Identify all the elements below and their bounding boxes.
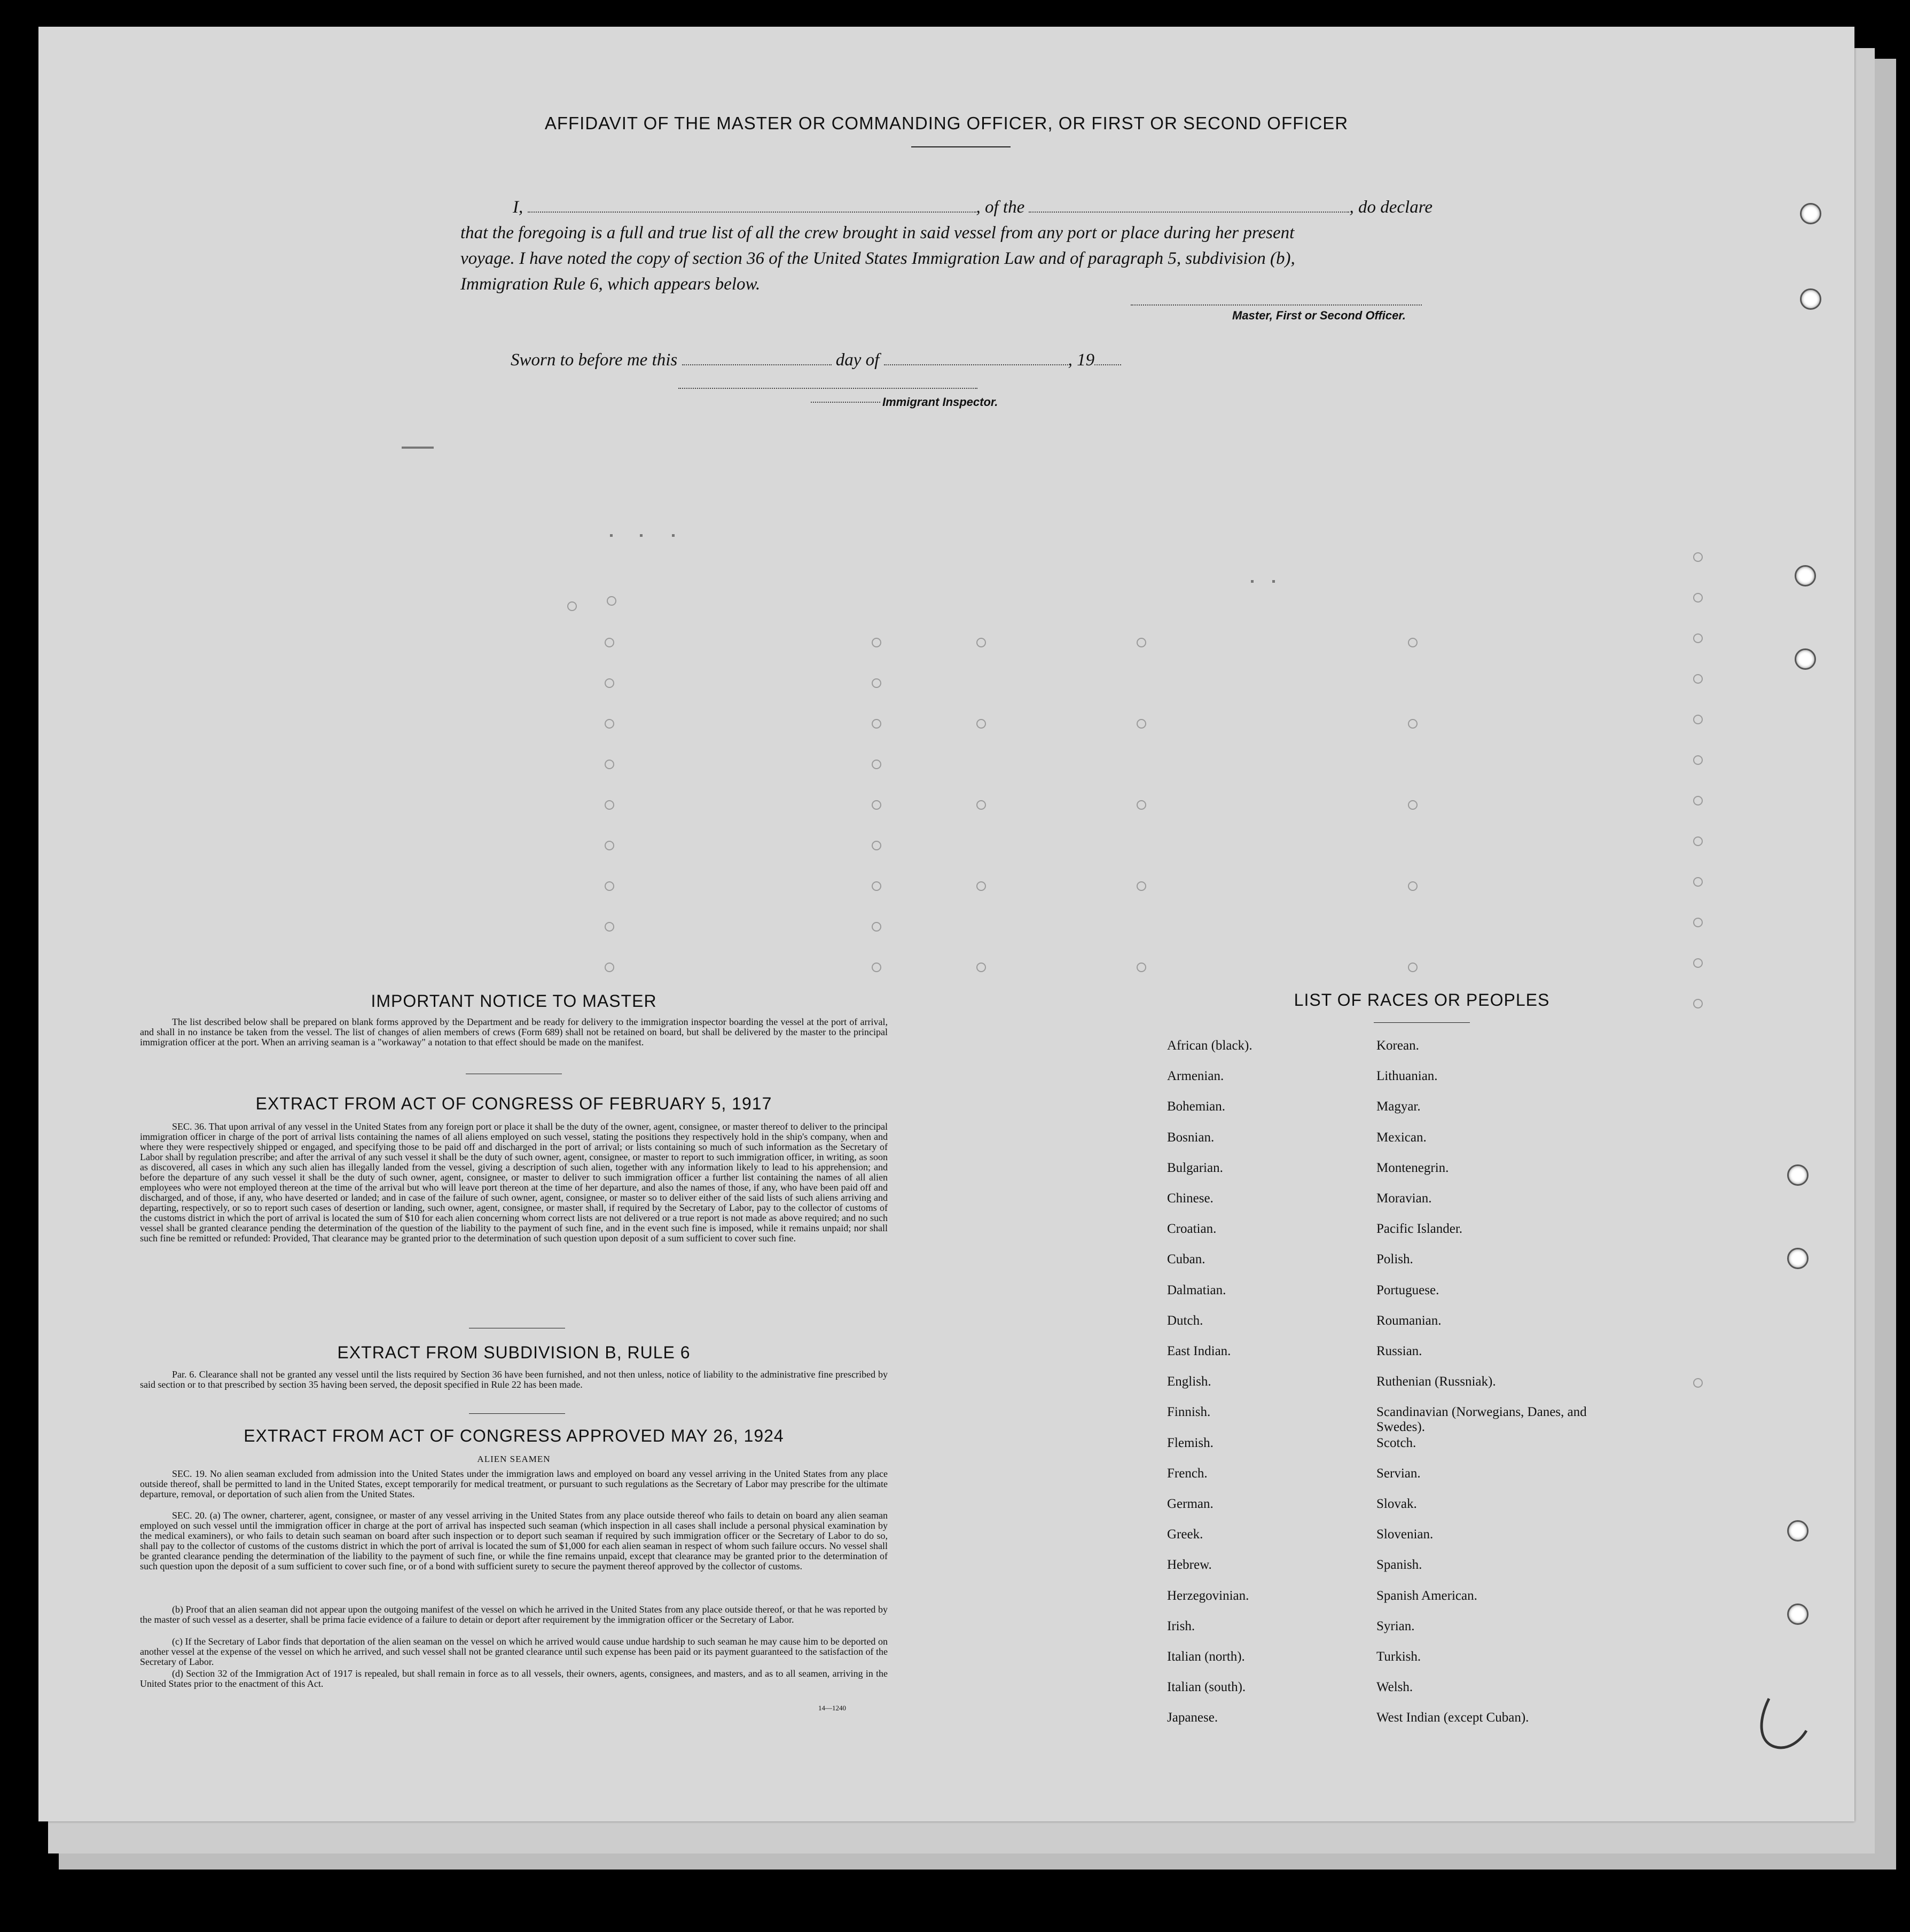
race-item: German. (1167, 1497, 1214, 1511)
form-number: 14—1240 (818, 1704, 846, 1712)
race-item: Irish. (1167, 1618, 1195, 1633)
sec20a-text: SEC. 20. (a) The owner, charterer, agent, consignee, or master of any vessel arriving in the United States from any place outside thereof who fails to detain on board any alien seaman employed on such vessel until the immigration officer in charge at the port of arrival has inspected such seaman (which inspection in all cases shall include a personal physical examination by the medical examiners), or who fails to detain such seaman on board after such inspection or to deport such seaman if required by such immigration officer or the Secretary of Labor to do so, shall pay to the collector of customs of the customs district in which the port of arrival is located the sum of $1,000 for each alien seaman in respect of whom such failure occurs. No vessel shall be granted clearance pending the determination of the liability to the payment of such fine, or while the fine remains unpaid, except that clearance may be granted prior to the determination of such question upon the deposit of a sum sufficient to cover such fine, or of a bond with sufficient surety to secure the payment thereof approved by the collector of customs. (140, 1510, 888, 1571)
dot-mark (1272, 580, 1275, 583)
notice-text: The list described below shall be prepared on blank forms approved by the Department and be ready for delivery to the immigration inspector boarding the vessel at the port of arrival, and shall in no instance be taken from the vessel. The list of changes of alien members of crews (Form 689) shall not be retained on board, but shall be delivered by the master to the principal immigration officer at the port. When an arriving seaman is a "workaway" a notation to that effect should be made on the manifest. (140, 1016, 888, 1047)
punch-hole (1795, 565, 1816, 586)
bleed-mark (1693, 633, 1703, 643)
bleed-mark (1693, 958, 1703, 968)
pen-mark (402, 447, 434, 449)
bleed-mark (605, 800, 614, 810)
race-item: Spanish American. (1376, 1588, 1477, 1603)
bleed-mark (1693, 552, 1703, 562)
race-item: Lithuanian. (1376, 1069, 1438, 1084)
race-item: Croatian. (1167, 1222, 1217, 1237)
bleed-mark (872, 841, 881, 850)
bleed-mark (1408, 963, 1418, 972)
bleed-mark (1693, 715, 1703, 724)
dot-mark (640, 534, 643, 537)
race-item: Finnish. (1167, 1405, 1211, 1420)
race-item: Magyar. (1376, 1099, 1421, 1114)
race-item: Pacific Islander. (1376, 1222, 1463, 1237)
title-rule (911, 146, 1011, 147)
race-item: Armenian. (1167, 1069, 1224, 1084)
extract-1924-title: EXTRACT FROM ACT OF CONGRESS APPROVED MAY 26, 1924 (244, 1426, 784, 1445)
inspector-dots (811, 402, 880, 403)
inspector-caption: Immigrant Inspector. (882, 395, 998, 409)
bleed-mark (1408, 719, 1418, 729)
name-field[interactable] (528, 197, 976, 213)
bleed-mark (607, 596, 616, 606)
race-item: Chinese. (1167, 1191, 1214, 1206)
race-item: Syrian. (1376, 1618, 1415, 1633)
race-item: Scotch. (1376, 1435, 1416, 1450)
race-item: Ruthenian (Russniak). (1376, 1374, 1496, 1389)
rule6-title: EXTRACT FROM SUBDIVISION B, RULE 6 (337, 1343, 691, 1362)
bleed-mark (567, 601, 577, 611)
race-item: Montenegrin. (1376, 1160, 1449, 1175)
race-item: Spanish. (1376, 1558, 1422, 1573)
race-item: Turkish. (1376, 1649, 1421, 1664)
do-declare-label: , do declare (1349, 198, 1432, 217)
bleed-mark (605, 922, 614, 932)
bleed-mark (1693, 836, 1703, 846)
alien-seamen-subtitle: ALIEN SEAMEN (477, 1454, 551, 1464)
punch-hole (1787, 1604, 1809, 1625)
i-label: I, (513, 198, 523, 217)
manifest-page (38, 27, 1854, 1821)
bleed-mark (976, 800, 986, 810)
master-signature-line[interactable] (1131, 304, 1422, 306)
race-item: Servian. (1376, 1466, 1421, 1481)
vessel-field[interactable] (1029, 197, 1349, 213)
affidavit-line1 (513, 194, 1512, 220)
bleed-mark (1693, 593, 1703, 603)
affidavit-title: AFFIDAVIT OF THE MASTER OR COMMANDING OFFICER, OR FIRST OR SECOND OFFICER (544, 113, 1349, 133)
extract-1917-text: SEC. 36. That upon arrival of any vessel in the United States from any foreign port or place it shall be the duty of the owner, agent, consignee, or master thereof to deliver to the principal immigration officer in charge of the port of arrival lists containing the names of all aliens employed on such vessel, stating the positions they respectively hold in the ship's company, when and where they were respectively shipped or engaged, and specifying those to be paid off and discharged in the port of arrival; or lists containing so much of such information as the Secretary of Labor shall by regulation prescribe; and after the arrival of any such vessel it shall be the duty of such owner, agent, consignee, or master to report to such immigration officer, in writing, as soon as discovered, all cases in which any such alien has illegally landed from the vessel, giving a description of such alien, together with any information likely to lead to his apprehension; and before the departure of any such vessel it shall be the duty of such owner, agent, consignee, or master to deliver to such immigration officer a further list containing the names of all alien employees who were not employed thereon at the time of the arrival but who will leave port thereon at the time of her departure, and also the names of those, if any, who have been paid off and discharged, and of those, if any, who have deserted or landed; and in case of the failure of such owner, agent, consignee, or master so to deliver either of the said lists of such aliens arriving and departing, respectively, or so to report such cases of desertion or landing, such owner, agent, consignee, or master shall, if required by the Secretary of Labor, pay to the collector of customs of the customs district in which the port of arrival is located the sum of $10 for each alien concerning whom correct lists are not delivered or a true report is not made as above required; and no such vessel shall be granted clearance pending the determination of the question of the liability to the payment of such fine, and in the event such fine is imposed, while it remains unpaid; nor shall such fine be remitted or refunded: Provided, That clearance may be granted prior to the determination of such question upon deposit of a sum sufficient to cover such fine. (140, 1121, 888, 1243)
bleed-mark (605, 963, 614, 972)
bleed-mark (1693, 755, 1703, 765)
affidavit-line4: Immigration Rule 6, which appears below. (460, 275, 761, 294)
bleed-mark (605, 881, 614, 891)
dot-mark (1251, 580, 1254, 583)
affidavit-line3: voyage. I have noted the copy of section 36 of the United States Immigration Law and of paragraph 5, subdivision (b), (460, 249, 1295, 268)
race-item: Polish. (1376, 1252, 1413, 1267)
bleed-mark (872, 800, 881, 810)
bleed-mark (1137, 963, 1146, 972)
bleed-mark (1693, 674, 1703, 684)
rule6-text: Par. 6. Clearance shall not be granted any vessel until the lists required by Section 36 have been furnished, and not then unless, notice of liability to the administrative fine prescribed by said section or to that prescribed by section 35 having been served, the deposit specified in Rule 22 has been made. (140, 1369, 888, 1390)
race-item: Welsh. (1376, 1680, 1413, 1695)
extract-1917-title: EXTRACT FROM ACT OF CONGRESS OF FEBRUARY 5, 1917 (255, 1094, 772, 1113)
month-field[interactable] (884, 349, 1068, 365)
affidavit-line2: that the foregoing is a full and true list of all the crew brought in said vessel from any port or place during her present (460, 223, 1295, 243)
race-item: Japanese. (1167, 1710, 1218, 1725)
sec20b-text: (b) Proof that an alien seaman did not appear upon the outgoing manifest of the vessel on which he arrived in the United States from any place outside thereof, or that he was reported by the master of such vessel as a deserter, shall be prima facie evidence of a failure to detain or deport after requirement by the immigration officer or the Secretary of Labor. (140, 1604, 888, 1625)
bleed-mark (872, 719, 881, 729)
races-rule (1374, 1022, 1470, 1023)
bleed-mark (872, 760, 881, 769)
day-of-label: day of (835, 350, 880, 370)
punch-hole (1795, 648, 1816, 670)
race-item: Slovak. (1376, 1497, 1417, 1511)
bleed-mark (872, 963, 881, 972)
race-item: Herzegovinian. (1167, 1588, 1249, 1603)
race-item: Bohemian. (1167, 1099, 1226, 1114)
race-item: Dalmatian. (1167, 1282, 1226, 1297)
punch-hole (1787, 1520, 1809, 1542)
bleed-mark (1408, 800, 1418, 810)
bleed-mark (1693, 918, 1703, 927)
bleed-mark (605, 678, 614, 688)
bleed-mark (605, 841, 614, 850)
bleed-mark (1693, 877, 1703, 887)
bleed-mark (872, 638, 881, 647)
sec20d-text: (d) Section 32 of the Immigration Act of 1917 is repealed, but shall remain in force as to all vessels, their owners, agents, consignees, and masters, and as to all seamen, arriving in the United States prior to the enactment of this Act. (140, 1668, 888, 1689)
sworn-label: Sworn to before me this (511, 350, 678, 370)
race-item: English. (1167, 1374, 1211, 1389)
races-right-column (1376, 1038, 1606, 1754)
race-item: East Indian. (1167, 1344, 1231, 1358)
punch-hole (1787, 1248, 1809, 1269)
notice-title: IMPORTANT NOTICE TO MASTER (371, 991, 657, 1011)
bleed-mark (1137, 638, 1146, 647)
races-left-column (1167, 1038, 1370, 1754)
race-item: Flemish. (1167, 1435, 1214, 1450)
bleed-mark (872, 922, 881, 932)
sworn-line (511, 347, 1121, 373)
race-item: Korean. (1376, 1038, 1419, 1053)
race-item: Mexican. (1376, 1130, 1427, 1145)
race-item: Italian (south). (1167, 1680, 1246, 1695)
race-item: Hebrew. (1167, 1558, 1212, 1573)
punch-hole (1787, 1164, 1809, 1186)
race-item: Greek. (1167, 1527, 1203, 1542)
race-item: Italian (north). (1167, 1649, 1245, 1664)
punch-hole (1800, 288, 1821, 310)
bleed-mark (976, 638, 986, 647)
race-item: Bulgarian. (1167, 1160, 1223, 1175)
race-item: West Indian (except Cuban). (1376, 1710, 1529, 1725)
punch-hole (1800, 203, 1821, 224)
race-item: Moravian. (1376, 1191, 1432, 1206)
bleed-mark (1693, 796, 1703, 805)
race-item: Scandinavian (Norwegians, Danes, and Swedes). (1376, 1405, 1587, 1435)
day-field[interactable] (682, 349, 832, 365)
bleed-mark (976, 719, 986, 729)
bleed-mark (976, 881, 986, 891)
race-item: Portuguese. (1376, 1282, 1439, 1297)
races-title: LIST OF RACES OR PEOPLES (1294, 990, 1550, 1010)
bleed-mark (605, 638, 614, 647)
race-item: Russian. (1376, 1344, 1422, 1358)
race-item: Cuban. (1167, 1252, 1206, 1267)
race-item: Dutch. (1167, 1313, 1203, 1328)
dot-mark (672, 534, 675, 537)
bleed-mark (1408, 638, 1418, 647)
of-the-label: , of the (976, 198, 1025, 217)
race-item: Roumanian. (1376, 1313, 1442, 1328)
bleed-mark (872, 678, 881, 688)
bleed-mark (976, 963, 986, 972)
sec20c-text: (c) If the Secretary of Labor finds that deportation of the alien seaman on the vessel on which he arrived would cause undue hardship to such seaman he may cause him to be deported on another vessel at the expense of the vessel on which he arrived, and such vessel shall not be granted clearance until such expense has been paid or its payment guaranteed to the satisfaction of the Secretary of Labor. (140, 1636, 888, 1667)
bleed-mark (1693, 1378, 1703, 1388)
bleed-mark (605, 760, 614, 769)
bleed-mark (1137, 719, 1146, 729)
race-item: Slovenian. (1376, 1527, 1434, 1542)
year-field[interactable] (1094, 349, 1121, 365)
race-item: French. (1167, 1466, 1208, 1481)
inspector-signature-line[interactable] (678, 388, 977, 389)
bleed-mark (872, 881, 881, 891)
handwritten-check-mark (1737, 1688, 1812, 1763)
master-caption: Master, First or Second Officer. (1232, 309, 1406, 322)
dot-mark (610, 534, 613, 537)
bleed-mark (1693, 999, 1703, 1008)
race-item: Bosnian. (1167, 1130, 1215, 1145)
rule6-rule (469, 1413, 565, 1414)
bleed-mark (1137, 800, 1146, 810)
bleed-mark (1137, 881, 1146, 891)
sec19-text: SEC. 19. No alien seaman excluded from admission into the United States under the immigration laws and employed on board any vessel arriving in the United States from any place outside thereof, shall be permitted to land in the United States, except temporarily for medical treatment, or pursuant to such regulations as the Secretary of Labor may prescribe for the ultimate departure, removal, or deportation of such alien from the United States. (140, 1468, 888, 1499)
race-item: African (black). (1167, 1038, 1253, 1053)
bleed-mark (1408, 881, 1418, 891)
year-prefix: , 19 (1068, 350, 1095, 370)
bleed-mark (605, 719, 614, 729)
